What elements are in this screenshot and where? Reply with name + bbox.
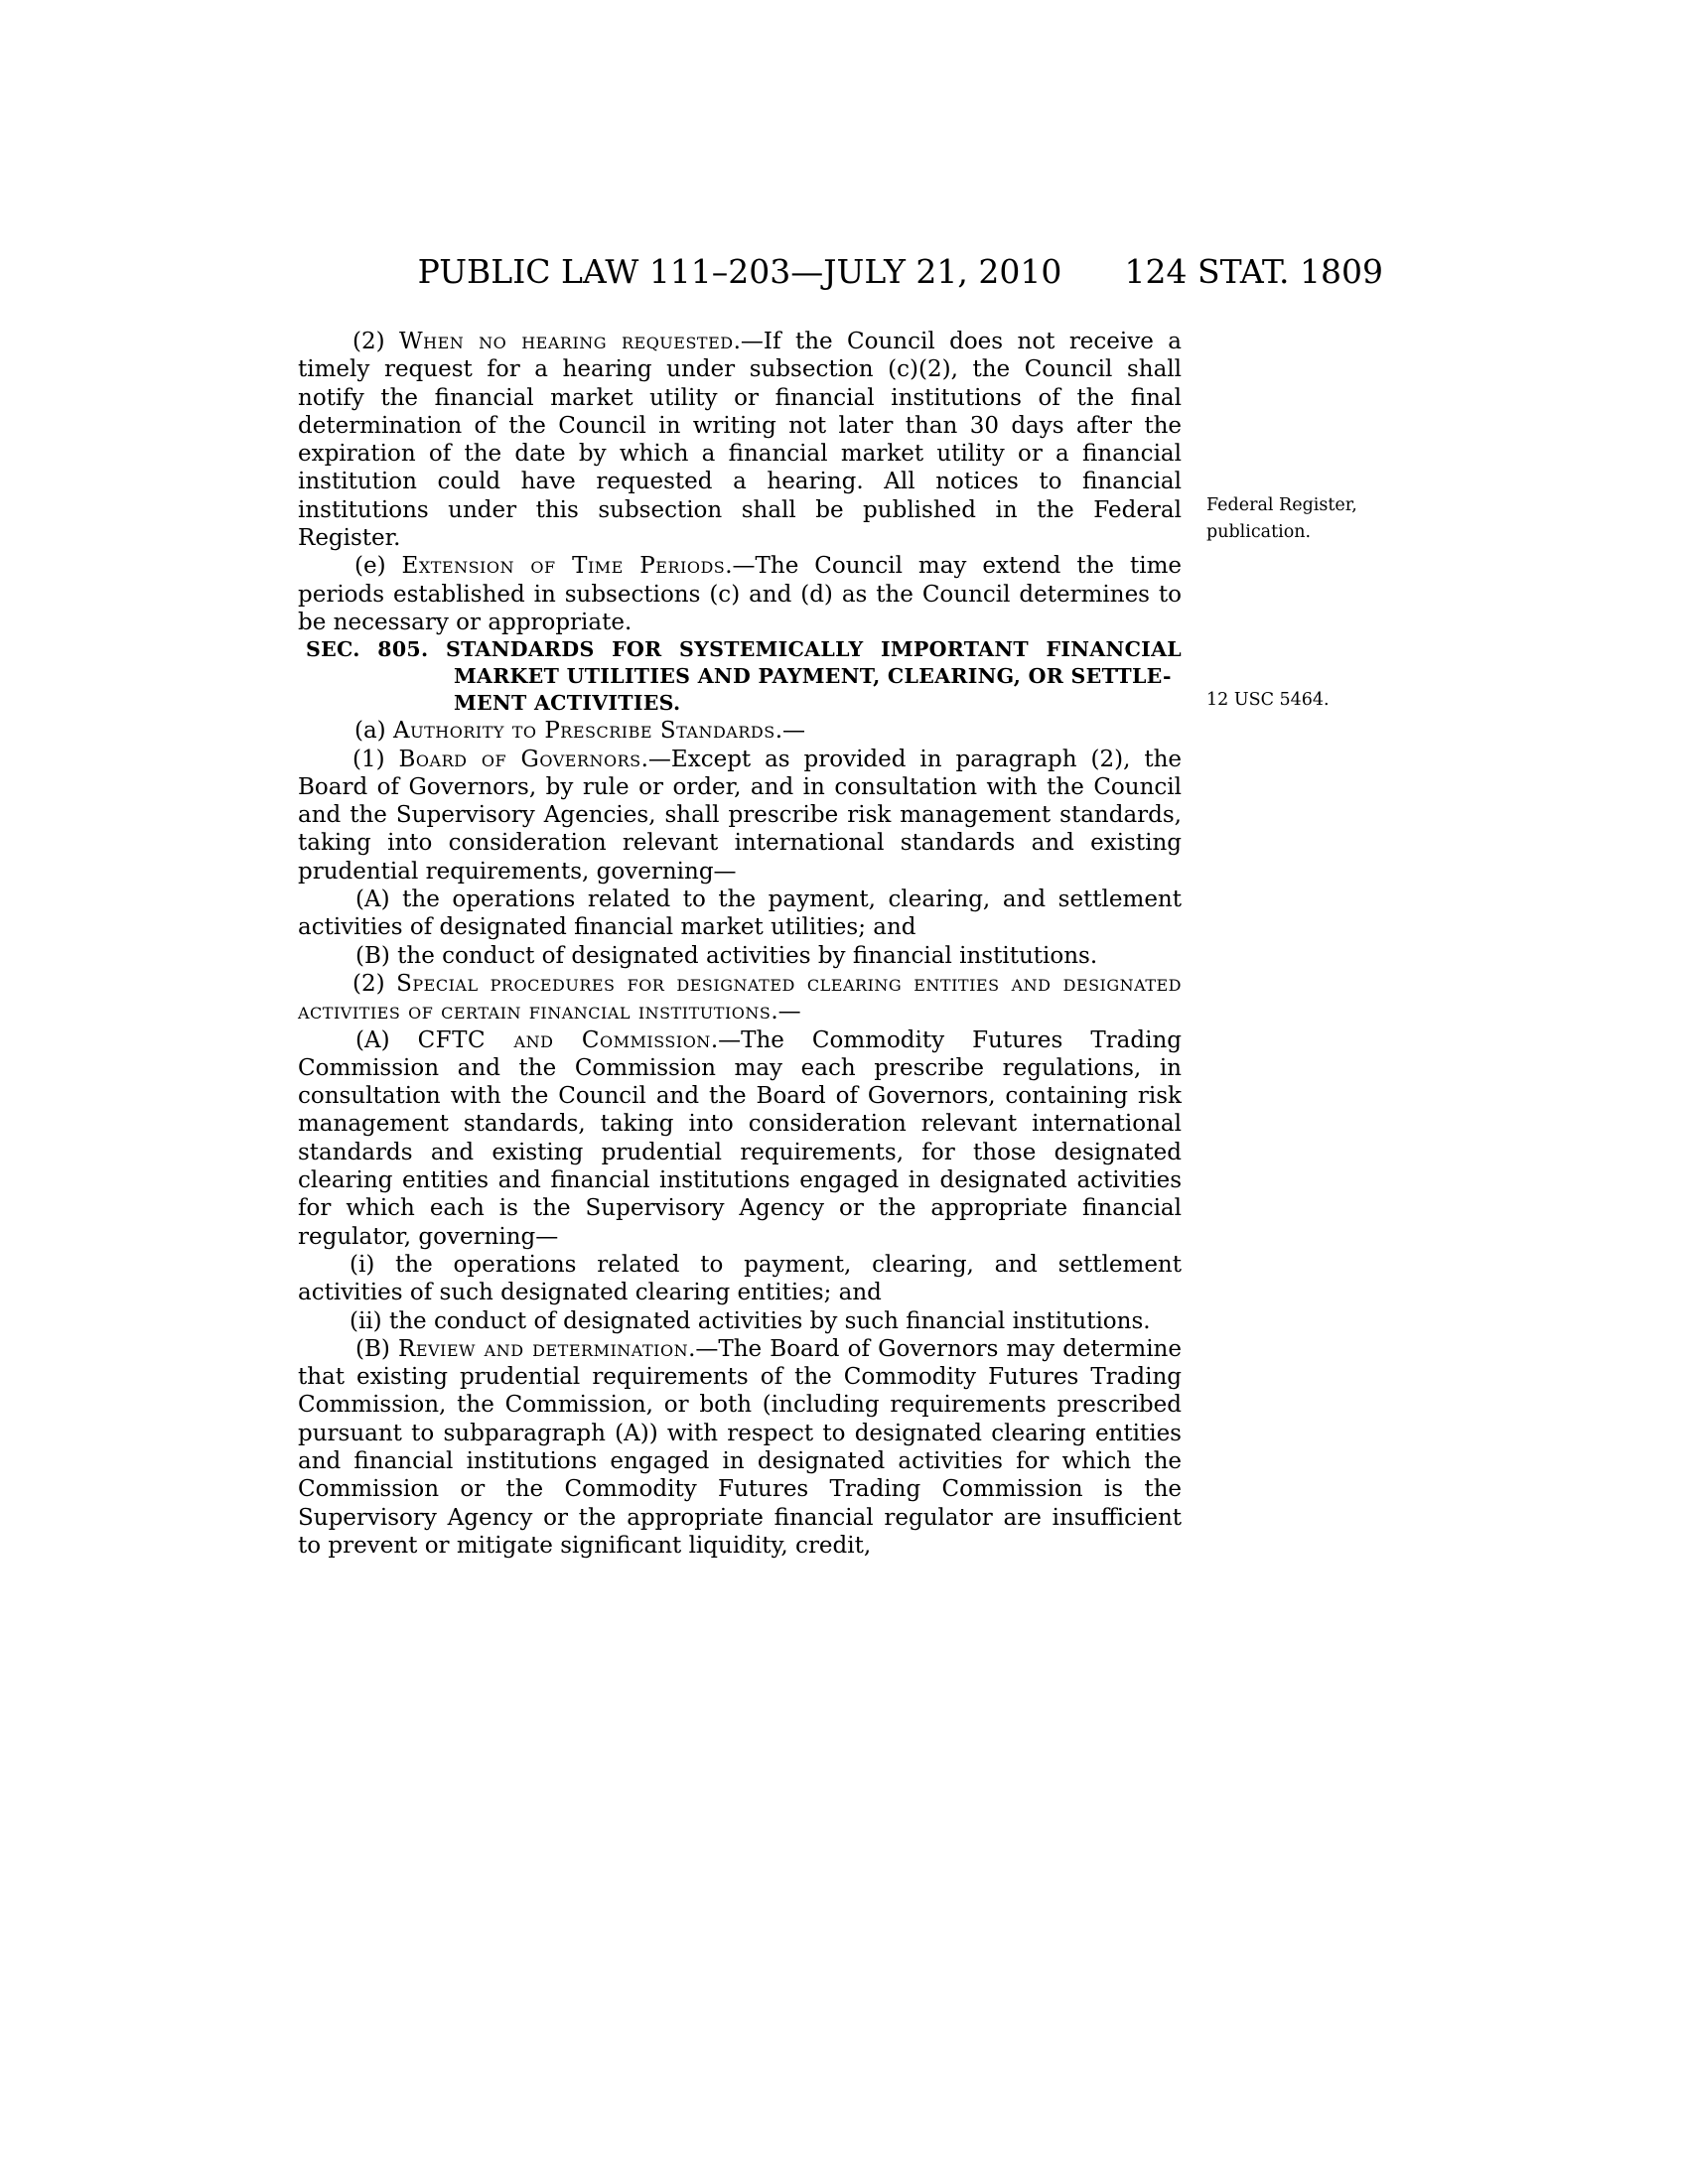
smallcaps-run: When no hearing requested [399,329,734,354]
text-run: (2) [352,329,399,354]
paragraph-2-special-procedures [298,970,1182,1026]
text-run: .—The Council may extend the time periods established in subsections (c) and (d) as the Council determines to be necessary or appropriate. [298,553,1182,635]
smallcaps-run: Board of Governors [398,746,641,772]
text-run: (A) [355,1026,418,1053]
subsection-e-extension [298,552,1182,636]
margin-note-usc-citation [1206,687,1405,714]
statute-body [298,328,1182,1560]
clause-ii-conduct [298,1307,1182,1335]
page-header [298,254,1383,296]
paragraph-1-board-of-governors [298,746,1182,886]
text-run: (a) [354,718,393,745]
subparagraph-a-cftc-and-commission [298,1026,1182,1251]
text-run: .— [771,999,801,1025]
text-run: (i) the operations related to payment, clearing, and settlement activities of such designated clearing entities; and [298,1251,1182,1306]
smallcaps-run: Special procedures for designated clearing entities and designated activities of certain financial institutions [298,970,1182,1025]
margin-note-line: publication. [1206,522,1312,542]
section-805-heading [298,636,1182,717]
smallcaps-run: CFTC and Commission [417,1026,711,1053]
text-run: .—Except as provided in paragraph (2), the Board of Governors, by rule or order, and in consultation with the Council and the Supervisory Agencies, shall prescribe risk management standards, taking into consideration relevant international standards and existing prudential requirements, governing— [298,746,1182,885]
subparagraph-b-conduct [298,942,1182,970]
text-run: (ii) the conduct of designated activities by such financial institutions. [350,1307,1151,1334]
text-run: (1) [352,746,399,772]
text-run: (2) [352,970,397,997]
text-run: .—If the Council does not receive a timely request for a hearing under subsection (c)(2), the Council shall notify the financial market utility or financial institutions of the final determination of the Council in writing not later than 30 days after the expiration of the date by which a financial market utility or a financial institution could have requested a hearing. All notices to financial institutions under this subsection shall be published in the Federal Register. [298,329,1183,552]
text-run: (e) [354,553,402,580]
margin-note-line: 12 USC 5464. [1206,690,1330,710]
text-run: .—The Commodity Futures Trading Commission and the Commission may each prescribe regulations, in consultation with the Council and the Board of Governors, containing risk management standards, taking into consideration relevant international standards and existing prudential requirements, for those designated clearing entities and financial institutions engaged in designated activities for which each is the Supervisory Agency or the appropriate financial regulator, governing— [298,1026,1182,1250]
section-heading-line: MENT ACTIVITIES. [454,691,681,716]
clause-i-operations [298,1251,1182,1307]
subparagraph-a-operations [298,886,1182,942]
smallcaps-run: Extension of Time Periods [401,553,726,580]
running-head-stat-page-number: 124 STAT. 1809 [1124,252,1383,291]
text-run: (B) [355,1335,398,1362]
smallcaps-run: Review and determination [398,1335,689,1362]
text-run: .— [774,718,805,745]
text-run: (A) the operations related to the payment, clearing, and settlement activities of designated financial market utilities; and [298,887,1182,941]
section-heading-line: SEC. 805. STANDARDS FOR SYSTEMICALLY IMPORTANT FINANCIAL [306,637,1182,662]
subsection-a-authority [298,717,1182,745]
section-heading-line: MARKET UTILITIES AND PAYMENT, CLEARING, OR SETTLE- [454,664,1172,689]
margin-note-federal-register [1206,492,1405,546]
text-run: (B) the conduct of designated activities by financial institutions. [355,942,1098,969]
smallcaps-run: Authority to Prescribe Standards [392,718,775,745]
paragraph-2-when-no-hearing [298,328,1182,552]
text-run: .—The Board of Governors may determine that existing prudential requirements of the Commodity Futures Trading Commission, the Commission, or both (including requirements prescribed pursuant to subparagraph (A)) with respect to designated clearing entities and financial institutions engaged in designated activities for which the Commission or the Commodity Futures Trading Commission is the Supervisory Agency or the appropriate financial regulator are insufficient to prevent or mitigate significant liquidity, credit, [298,1335,1182,1559]
running-head-law-title: PUBLIC LAW 111–203—JULY 21, 2010 [417,252,1062,291]
subparagraph-b-review-and-determination [298,1335,1182,1560]
margin-note-line: Federal Register, [1206,495,1357,515]
